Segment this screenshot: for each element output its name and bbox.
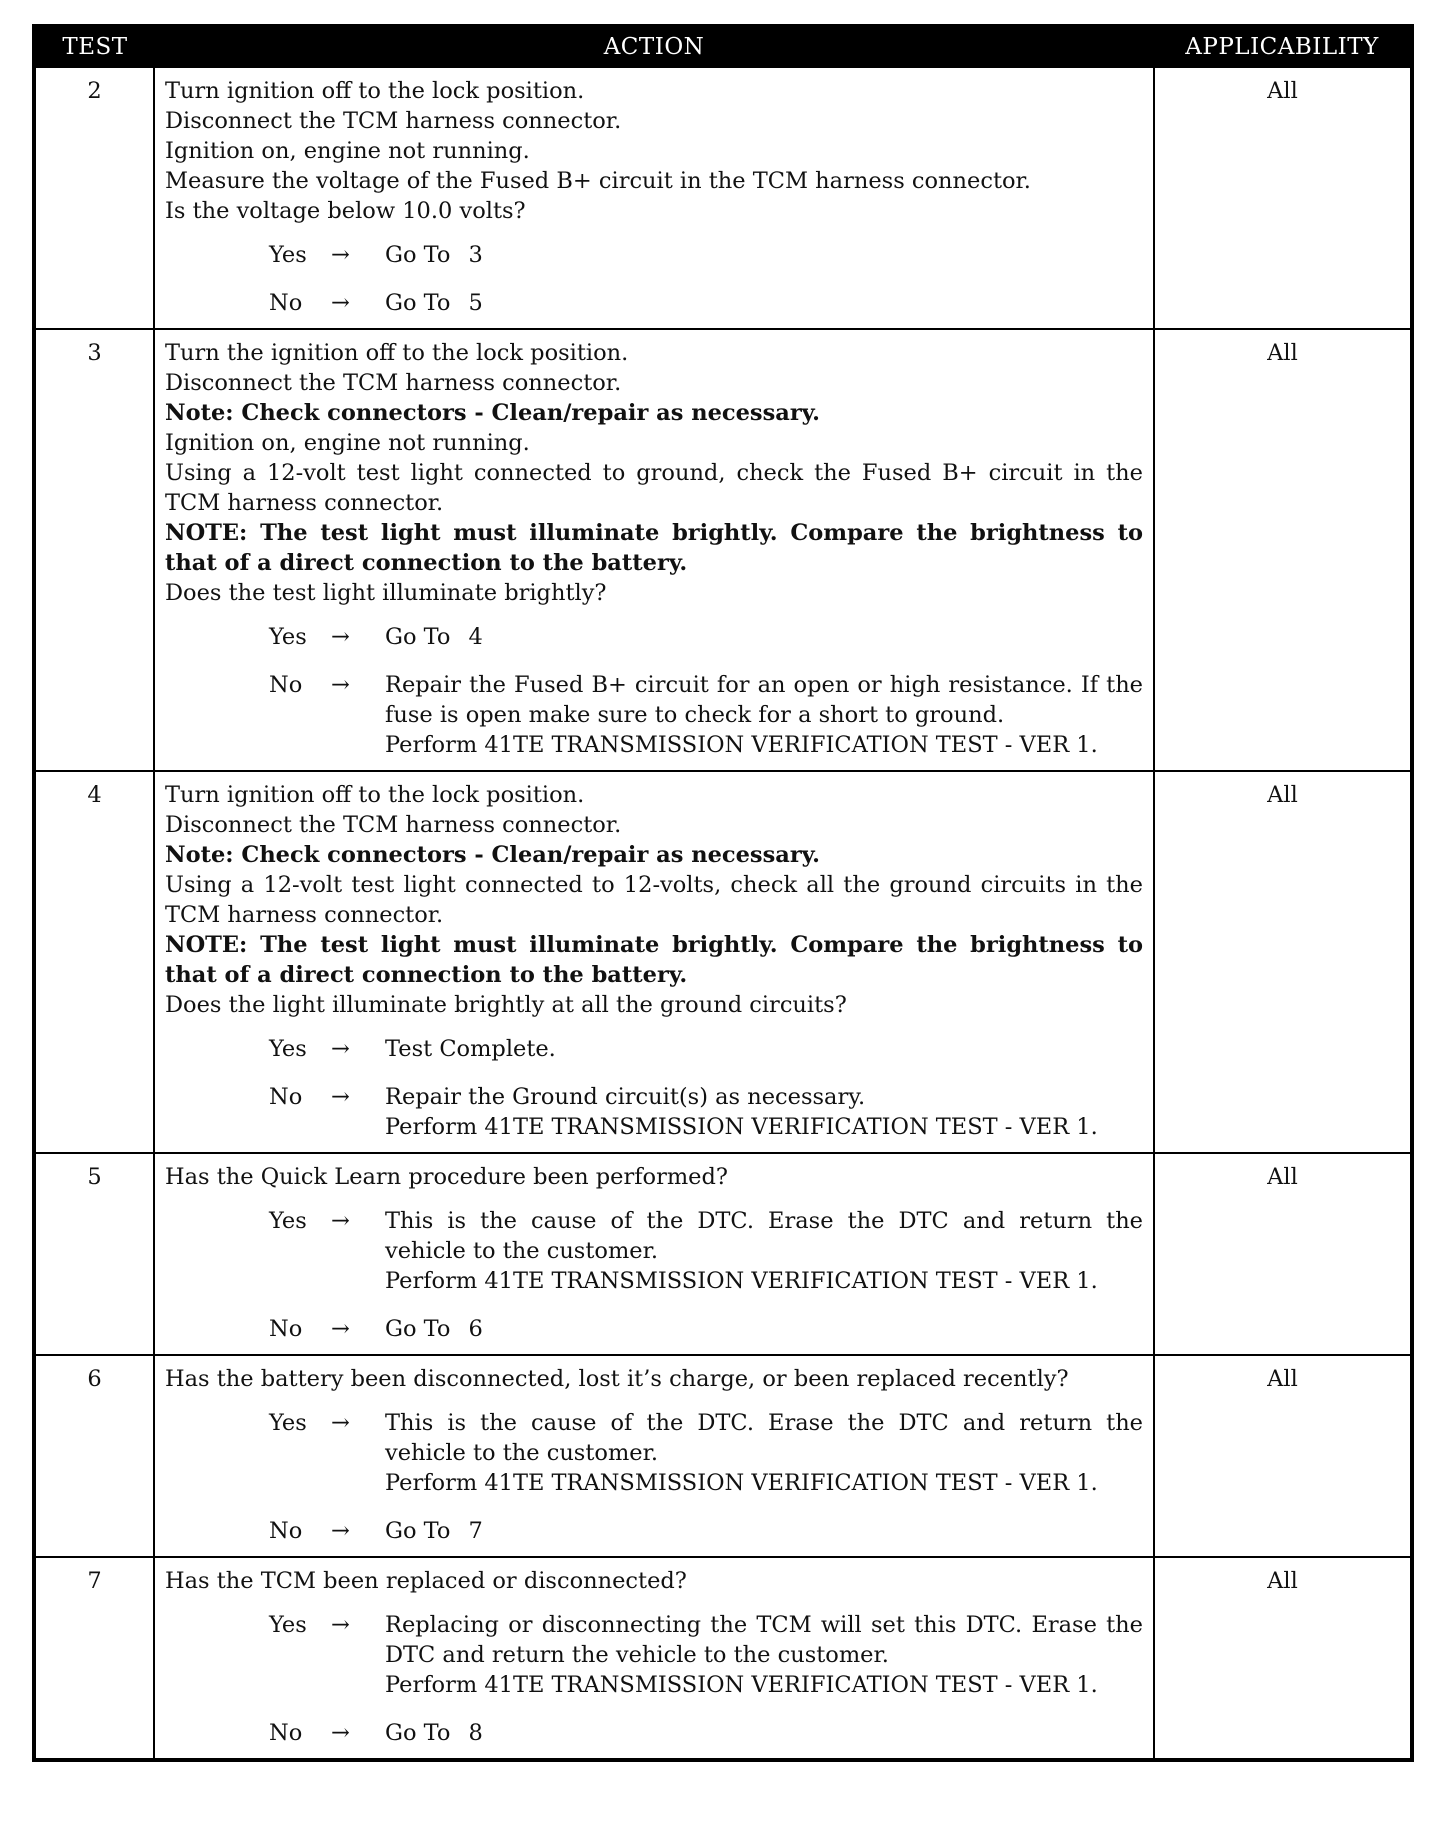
goto-link[interactable] <box>385 622 1143 652</box>
branches <box>165 240 1143 318</box>
goto-step: 3 <box>468 242 483 268</box>
branch-text <box>385 1408 1143 1498</box>
action-line: Turn ignition off to the lock position. <box>165 782 585 808</box>
test-row-2 <box>34 67 1412 329</box>
branch-text: Test Complete. <box>385 1036 556 1062</box>
yes-branch <box>269 1206 1143 1296</box>
goto-step: 5 <box>468 290 483 316</box>
question-line: Is the voltage below 10.0 volts? <box>165 198 526 224</box>
no-label: No <box>269 672 303 698</box>
verification-test-link[interactable]: Perform 41TE TRANSMISSION VERIFICATION TEST - VER 1. <box>385 1470 1098 1496</box>
arrow-right-icon: → <box>331 624 350 650</box>
action-line: Using a 12-volt test light connected to ground, check the Fused B+ circuit in the TCM harness connector. <box>165 460 1143 516</box>
arrow-right-icon: → <box>331 1612 350 1638</box>
applicability: All <box>1154 771 1412 1153</box>
goto-text: Go To <box>385 1316 451 1342</box>
goto-link[interactable] <box>385 1314 1143 1344</box>
note-line: NOTE: The test light must illuminate brightly. Compare the brightness to that of a direct connection to the battery. <box>165 932 1143 988</box>
arrow-right-icon: → <box>331 1208 350 1234</box>
yes-label: Yes <box>269 624 307 650</box>
no-label: No <box>269 1518 303 1544</box>
goto-text: Go To <box>385 1518 451 1544</box>
branches <box>165 1206 1143 1344</box>
no-branch <box>269 1718 1143 1748</box>
diagnostic-procedure <box>32 24 1410 1762</box>
no-branch <box>269 1516 1143 1546</box>
action-line: Using a 12-volt test light connected to 12-volts, check all the ground circuits in the TCM harness connector. <box>165 872 1143 928</box>
arrow-right-icon: → <box>331 290 350 316</box>
test-number: 6 <box>34 1355 154 1557</box>
note-line: Note: Check connectors - Clean/repair as necessary. <box>165 842 820 868</box>
arrow-right-icon: → <box>331 1316 350 1342</box>
no-label: No <box>269 1720 303 1746</box>
yes-label: Yes <box>269 242 307 268</box>
test-action <box>154 1557 1154 1760</box>
applicability: All <box>1154 1355 1412 1557</box>
yes-branch <box>269 240 1143 270</box>
test-table <box>32 24 1414 1762</box>
goto-link[interactable] <box>385 240 1143 270</box>
header-test: TEST <box>34 26 154 67</box>
applicability: All <box>1154 1153 1412 1355</box>
arrow-right-icon: → <box>331 1410 350 1436</box>
yes-label: Yes <box>269 1410 307 1436</box>
yes-branch <box>269 1610 1143 1700</box>
branch-text <box>385 1610 1143 1700</box>
header-applicability: APPLICABILITY <box>1154 26 1412 67</box>
branch-text <box>385 1082 1143 1142</box>
goto-step: 4 <box>468 624 483 650</box>
test-action <box>154 1355 1154 1557</box>
header-row <box>34 26 1412 67</box>
arrow-right-icon: → <box>331 1036 350 1062</box>
test-action <box>154 771 1154 1153</box>
test-number: 5 <box>34 1153 154 1355</box>
branch-text <box>385 1206 1143 1296</box>
action-line: Ignition on, engine not running. <box>165 138 530 164</box>
goto-link[interactable] <box>385 288 1143 318</box>
test-number: 3 <box>34 329 154 771</box>
applicability: All <box>1154 67 1412 329</box>
header-action: ACTION <box>154 26 1154 67</box>
yes-label: Yes <box>269 1612 307 1638</box>
test-number: 2 <box>34 67 154 329</box>
goto-link[interactable] <box>385 1718 1143 1748</box>
verification-test-link[interactable]: Perform 41TE TRANSMISSION VERIFICATION TEST - VER 1. <box>385 1114 1098 1140</box>
test-row-6 <box>34 1355 1412 1557</box>
no-label: No <box>269 1316 303 1342</box>
test-row-4 <box>34 771 1412 1153</box>
verification-test-link[interactable]: Perform 41TE TRANSMISSION VERIFICATION TEST - VER 1. <box>385 1672 1098 1698</box>
goto-step: 7 <box>468 1518 483 1544</box>
note-line: Note: Check connectors - Clean/repair as necessary. <box>165 400 820 426</box>
goto-text: Go To <box>385 1720 451 1746</box>
action-line: Measure the voltage of the Fused B+ circuit in the TCM harness connector. <box>165 168 1031 194</box>
test-number: 4 <box>34 771 154 1153</box>
yes-branch <box>269 1034 1143 1064</box>
question-line: Has the Quick Learn procedure been performed? <box>165 1164 728 1190</box>
action-line: Disconnect the TCM harness connector. <box>165 108 622 134</box>
yes-label: Yes <box>269 1036 307 1062</box>
test-action <box>154 329 1154 771</box>
yes-label: Yes <box>269 1208 307 1234</box>
question-line: Has the TCM been replaced or disconnected? <box>165 1568 687 1594</box>
no-branch <box>269 1314 1143 1344</box>
question-line: Does the light illuminate brightly at all the ground circuits? <box>165 992 847 1018</box>
goto-link[interactable] <box>385 1516 1143 1546</box>
no-branch <box>269 1082 1143 1142</box>
action-line: Ignition on, engine not running. <box>165 430 530 456</box>
no-label: No <box>269 290 303 316</box>
test-action <box>154 1153 1154 1355</box>
goto-text: Go To <box>385 290 451 316</box>
applicability: All <box>1154 1557 1412 1760</box>
verification-test-link[interactable]: Perform 41TE TRANSMISSION VERIFICATION TEST - VER 1. <box>385 732 1098 758</box>
test-action <box>154 67 1154 329</box>
question-line: Does the test light illuminate brightly? <box>165 580 607 606</box>
repair-text: Repair the Ground circuit(s) as necessary. <box>385 1084 866 1110</box>
branch-text <box>385 670 1143 760</box>
no-branch <box>269 670 1143 760</box>
yes-branch <box>269 1408 1143 1498</box>
arrow-right-icon: → <box>331 242 350 268</box>
goto-text: Go To <box>385 242 451 268</box>
result-text: This is the cause of the DTC. Erase the DTC and return the vehicle to the customer. <box>385 1208 1143 1264</box>
action-line: Turn ignition off to the lock position. <box>165 78 585 104</box>
action-line: Turn the ignition off to the lock position. <box>165 340 629 366</box>
note-line: NOTE: The test light must illuminate brightly. Compare the brightness to that of a direct connection to the battery. <box>165 520 1143 576</box>
no-branch <box>269 288 1143 318</box>
branches <box>165 1034 1143 1142</box>
repair-text: Repair the Fused B+ circuit for an open or high resistance. If the fuse is open make sure to check for a short to ground. <box>385 672 1143 728</box>
test-row-5 <box>34 1153 1412 1355</box>
goto-step: 6 <box>468 1316 483 1342</box>
branches <box>165 622 1143 760</box>
test-row-3 <box>34 329 1412 771</box>
applicability: All <box>1154 329 1412 771</box>
goto-step: 8 <box>468 1720 483 1746</box>
question-line: Has the battery been disconnected, lost it’s charge, or been replaced recently? <box>165 1366 1069 1392</box>
arrow-right-icon: → <box>331 1518 350 1544</box>
arrow-right-icon: → <box>331 1720 350 1746</box>
yes-branch <box>269 622 1143 652</box>
branches <box>165 1610 1143 1748</box>
goto-text: Go To <box>385 624 451 650</box>
no-label: No <box>269 1084 303 1110</box>
result-text: Replacing or disconnecting the TCM will set this DTC. Erase the DTC and return the vehicle to the customer. <box>385 1612 1143 1668</box>
test-row-7 <box>34 1557 1412 1760</box>
action-line: Disconnect the TCM harness connector. <box>165 812 622 838</box>
arrow-right-icon: → <box>331 672 350 698</box>
branches <box>165 1408 1143 1546</box>
result-text: This is the cause of the DTC. Erase the DTC and return the vehicle to the customer. <box>385 1410 1143 1466</box>
arrow-right-icon: → <box>331 1084 350 1110</box>
test-number: 7 <box>34 1557 154 1760</box>
action-line: Disconnect the TCM harness connector. <box>165 370 622 396</box>
verification-test-link[interactable]: Perform 41TE TRANSMISSION VERIFICATION TEST - VER 1. <box>385 1268 1098 1294</box>
